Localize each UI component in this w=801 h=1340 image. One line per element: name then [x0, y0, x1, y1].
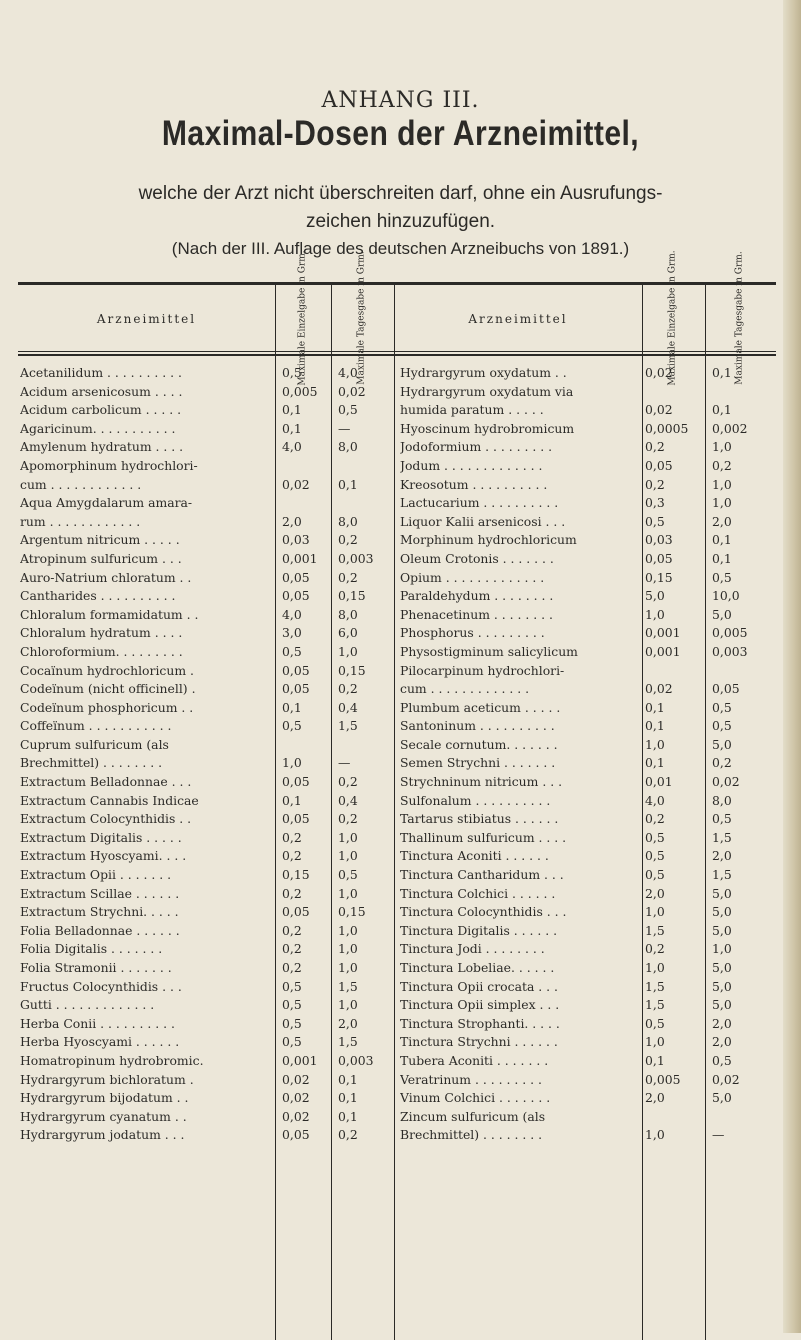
single-dose-right: 1,5: [645, 978, 665, 994]
single-dose-right: 0,5: [645, 867, 665, 883]
drug-name-right: Secale cornutum. . . . . . .: [400, 736, 558, 752]
daily-dose-left: 6,0: [338, 625, 358, 641]
single-dose-left: 0,05: [282, 569, 310, 585]
drug-name-right: Tartarus stibiatus . . . . . .: [400, 811, 559, 827]
daily-dose-left: 0,02: [338, 383, 366, 399]
single-dose-right: 1,5: [645, 997, 665, 1013]
single-dose-right: 1,0: [645, 960, 665, 975]
table-row: [0, 420, 801, 439]
header-rule-upper: [18, 351, 776, 352]
drug-name-left: Chloralum formamidatum . .: [20, 606, 199, 622]
single-dose-left: 0,05: [282, 774, 310, 790]
single-dose-left: 0,05: [282, 588, 310, 604]
single-dose-left: 0,1: [282, 402, 302, 418]
daily-dose-left: 0,5: [338, 867, 358, 883]
page-title: Maximal-Dosen der Arzneimittel,: [161, 114, 640, 153]
single-dose-left: 0,02: [282, 1071, 310, 1087]
daily-dose-left: 4,0: [338, 365, 358, 380]
daily-dose-left: 1,5: [338, 978, 358, 994]
drug-name-right: Hydrargyrum oxydatum . .: [400, 365, 567, 380]
daily-dose-left: —: [338, 755, 351, 771]
drug-name-right: Tinctura Colocynthidis . . .: [400, 904, 567, 920]
drug-name-left: Folia Belladonnae . . . . . .: [20, 922, 180, 938]
table-row: [0, 606, 801, 625]
table-row: [0, 680, 801, 699]
daily-dose-right: 2,0: [712, 1034, 732, 1050]
single-dose-right: 0,03: [645, 532, 673, 548]
daily-dose-right: 0,05: [712, 681, 740, 697]
single-dose-right: 0,5: [645, 848, 665, 864]
daily-dose-left: 1,0: [338, 848, 358, 864]
single-dose-right: 0,005: [645, 1071, 681, 1087]
single-dose-left: 0,1: [282, 792, 302, 808]
daily-dose-right: 1,0: [712, 495, 732, 511]
drug-name-left: Hydrargyrum jodatum . . .: [20, 1127, 185, 1143]
daily-dose-right: 0,5: [712, 1052, 732, 1068]
drug-name-right: Jodoformium . . . . . . . . .: [400, 439, 553, 455]
source-note: (Nach der III. Auflage des deutschen Arzneibuchs von 1891.): [171, 239, 630, 258]
single-dose-right: 1,0: [645, 1127, 665, 1143]
single-dose-left: 0,2: [282, 848, 302, 864]
table-row: [0, 736, 801, 755]
daily-dose-right: 0,1: [712, 532, 732, 548]
daily-dose-left: 1,5: [338, 718, 358, 734]
drug-name-right: Strychninum nitricum . . .: [400, 774, 563, 790]
table-row: [0, 1126, 801, 1145]
single-dose-right: 0,02: [645, 402, 673, 418]
daily-dose-right: 0,002: [712, 420, 748, 436]
table-row: [0, 866, 801, 885]
single-dose-left: 0,1: [282, 420, 302, 436]
drug-name-left: Cantharides . . . . . . . . . .: [20, 588, 176, 604]
drug-name-left: rum . . . . . . . . . . . .: [20, 513, 141, 529]
drug-name-right: Veratrinum . . . . . . . . .: [400, 1071, 542, 1087]
single-dose-right: 0,1: [645, 718, 665, 734]
drug-name-right: Brechmittel) . . . . . . . .: [400, 1127, 543, 1143]
drug-name-right: Tubera Aconiti . . . . . . .: [400, 1052, 549, 1068]
single-dose-left: 0,2: [282, 960, 302, 975]
single-dose-right: 0,5: [645, 1015, 665, 1031]
drug-name-left: Extractum Opii . . . . . . .: [20, 867, 172, 883]
table-row: [0, 847, 801, 866]
single-dose-right: 0,1: [645, 699, 665, 715]
drug-name-right: Tinctura Opii simplex . . .: [400, 997, 560, 1013]
daily-dose-left: 0,2: [338, 569, 358, 585]
drug-name-left: Herba Hyoscyami . . . . . .: [20, 1034, 180, 1050]
single-dose-right: 1,0: [645, 736, 665, 752]
drug-name-right: Sulfonalum . . . . . . . . . .: [400, 792, 551, 808]
single-dose-right: 1,5: [645, 922, 665, 938]
daily-dose-left: 0,1: [338, 1108, 358, 1124]
single-dose-left: 0,5: [282, 1015, 302, 1031]
daily-dose-right: 5,0: [712, 997, 732, 1013]
drug-name-left: Apomorphinum hydrochlori-: [20, 457, 198, 473]
daily-dose-left: 1,0: [338, 829, 358, 845]
daily-dose-right: 0,5: [712, 811, 732, 827]
daily-dose-right: 0,02: [712, 774, 740, 790]
single-dose-left: 1,0: [282, 755, 302, 771]
daily-dose-right: 0,2: [712, 457, 732, 473]
table-row: [0, 383, 801, 402]
table-row: [0, 1015, 801, 1034]
drug-name-left: Extractum Digitalis . . . . .: [20, 829, 182, 845]
table-row: [0, 959, 801, 978]
single-dose-left: 3,0: [282, 625, 302, 641]
table-top-rule: [18, 282, 776, 285]
single-dose-right: 0,5: [645, 513, 665, 529]
drug-name-left: Argentum nitricum . . . . .: [20, 532, 180, 548]
single-dose-right: 1,0: [645, 904, 665, 920]
table-row: [0, 1089, 801, 1108]
daily-dose-right: 0,2: [712, 755, 732, 771]
table-row: [0, 754, 801, 773]
drug-name-right: Liquor Kalii arsenicosi . . .: [400, 513, 566, 529]
drug-name-left: Extractum Cannabis Indicae: [20, 792, 199, 808]
drug-name-right: Tinctura Jodi . . . . . . . .: [400, 941, 545, 957]
daily-dose-left: 0,2: [338, 1127, 358, 1143]
daily-dose-right: 0,5: [712, 569, 732, 585]
drug-name-right: Pilocarpinum hydrochlori-: [400, 662, 565, 678]
drug-name-right: Tinctura Colchici . . . . . .: [400, 885, 556, 901]
daily-dose-right: 0,02: [712, 1071, 740, 1087]
drug-name-left: Atropinum sulfuricum . . .: [20, 550, 182, 566]
drug-name-left: Cocaïnum hydrochloricum .: [20, 662, 194, 678]
table-row: [0, 624, 801, 643]
drug-name-left: Extractum Hyoscyami. . . .: [20, 848, 187, 864]
drug-name-right: Plumbum aceticum . . . . .: [400, 699, 561, 715]
table-row: [0, 717, 801, 736]
single-dose-right: 0,15: [645, 569, 673, 585]
drug-name-left: Hydrargyrum bichloratum .: [20, 1071, 194, 1087]
daily-dose-right: 0,1: [712, 365, 732, 380]
drug-name-right: Tinctura Strychni . . . . . .: [400, 1034, 558, 1050]
table-row: [0, 829, 801, 848]
single-dose-right: 0,02: [645, 365, 673, 380]
drug-name-right: Jodum . . . . . . . . . . . . .: [400, 457, 543, 473]
table-row: [0, 662, 801, 681]
daily-dose-left: 1,0: [338, 885, 358, 901]
daily-dose-left: 1,0: [338, 997, 358, 1013]
daily-dose-right: 1,0: [712, 941, 732, 957]
daily-dose-right: 2,0: [712, 1015, 732, 1031]
table-row: [0, 513, 801, 532]
single-dose-right: 0,05: [645, 457, 673, 473]
daily-dose-right: 10,0: [712, 588, 740, 604]
drug-name-left: Codeïnum phosphoricum . .: [20, 699, 194, 715]
drug-name-left: Hydrargyrum cyanatum . .: [20, 1108, 187, 1124]
single-dose-right: 0,02: [645, 681, 673, 697]
single-dose-left: 0,2: [282, 829, 302, 845]
single-dose-right: 5,0: [645, 588, 665, 604]
drug-name-right: Physostigminum salicylicum: [400, 643, 578, 659]
single-dose-left: 0,2: [282, 885, 302, 901]
drug-name-left: Amylenum hydratum . . . .: [20, 439, 184, 455]
drug-name-left: Acidum carbolicum . . . . .: [20, 402, 182, 418]
single-dose-right: 0,1: [645, 755, 665, 771]
column-header-single-dose: Maximale Einzelgabe in Grm.: [297, 250, 308, 386]
daily-dose-right: 5,0: [712, 1090, 732, 1106]
daily-dose-left: 8,0: [338, 513, 358, 529]
daily-dose-left: 0,2: [338, 774, 358, 790]
table-row: [0, 494, 801, 513]
drug-name-right: Thallinum sulfuricum . . . .: [400, 829, 567, 845]
daily-dose-left: 1,0: [338, 960, 358, 975]
single-dose-left: 0,05: [282, 811, 310, 827]
drug-name-left: Acetanilidum . . . . . . . . . .: [20, 365, 182, 380]
drug-name-right: Tinctura Cantharidum . . .: [400, 867, 564, 883]
table-row: [0, 569, 801, 588]
daily-dose-left: 0,4: [338, 792, 358, 808]
daily-dose-left: 0,1: [338, 1090, 358, 1106]
table-row: [0, 364, 801, 383]
subtitle-line-2: zeichen hinzuzufügen.: [305, 211, 496, 232]
drug-name-left: Extractum Scillae . . . . . .: [20, 885, 180, 901]
single-dose-left: 0,02: [282, 1108, 310, 1124]
daily-dose-right: 5,0: [712, 885, 732, 901]
table-row: [0, 773, 801, 792]
daily-dose-left: 0,1: [338, 476, 358, 492]
drug-name-left: Folia Digitalis . . . . . . .: [20, 941, 163, 957]
drug-name-left: Extractum Strychni. . . . .: [20, 904, 179, 920]
daily-dose-right: 2,0: [712, 513, 732, 529]
daily-dose-right: 1,0: [712, 476, 732, 492]
daily-dose-left: 0,2: [338, 532, 358, 548]
daily-dose-left: 0,003: [338, 1052, 374, 1068]
single-dose-right: 1,0: [645, 1034, 665, 1050]
daily-dose-left: 1,0: [338, 922, 358, 938]
single-dose-right: 0,01: [645, 774, 673, 790]
table-row: [0, 457, 801, 476]
daily-dose-right: 5,0: [712, 606, 732, 622]
single-dose-right: 0,2: [645, 439, 665, 455]
table-row: [0, 1071, 801, 1090]
single-dose-left: 0,05: [282, 662, 310, 678]
table-row: [0, 792, 801, 811]
single-dose-left: 2,0: [282, 513, 302, 529]
single-dose-left: 0,1: [282, 699, 302, 715]
drug-name-left: Folia Stramonii . . . . . . .: [20, 960, 172, 975]
single-dose-left: 0,5: [282, 978, 302, 994]
drug-name-right: Vinum Colchici . . . . . . .: [400, 1090, 551, 1106]
daily-dose-left: —: [338, 420, 351, 436]
single-dose-left: 0,05: [282, 681, 310, 697]
single-dose-left: 0,005: [282, 383, 318, 399]
daily-dose-left: 0,15: [338, 904, 366, 920]
column-header-single-dose: Maximale Einzelgabe in Grm.: [667, 250, 678, 386]
single-dose-left: 0,001: [282, 1052, 318, 1068]
single-dose-left: 0,05: [282, 904, 310, 920]
daily-dose-right: 0,003: [712, 643, 748, 659]
single-dose-left: 0,02: [282, 476, 310, 492]
single-dose-right: 1,0: [645, 606, 665, 622]
drug-name-left: Homatropinum hydrobromic.: [20, 1052, 204, 1068]
daily-dose-left: 8,0: [338, 606, 358, 622]
drug-name-right: Santoninum . . . . . . . . . .: [400, 718, 555, 734]
daily-dose-left: 8,0: [338, 439, 358, 455]
drug-name-right: Hyoscinum hydrobromicum: [400, 420, 575, 436]
single-dose-left: 0,5: [282, 643, 302, 659]
drug-name-left: Codeïnum (nicht officinell) .: [20, 681, 196, 697]
drug-name-left: Auro-Natrium chloratum . .: [20, 569, 192, 585]
table-row: [0, 885, 801, 904]
drug-name-left: Agaricinum. . . . . . . . . . .: [20, 420, 176, 436]
column-header-name: Arzneimittel: [468, 312, 568, 326]
drug-name-right: Tinctura Lobeliae. . . . . .: [400, 960, 555, 975]
single-dose-right: 0,5: [645, 829, 665, 845]
drug-name-left: Brechmittel) . . . . . . . .: [20, 755, 163, 771]
table-row: [0, 699, 801, 718]
drug-name-right: Kreosotum . . . . . . . . . .: [400, 476, 548, 492]
daily-dose-right: 5,0: [712, 736, 732, 752]
table-row: [0, 1033, 801, 1052]
daily-dose-right: 0,1: [712, 550, 732, 566]
single-dose-right: 0,3: [645, 495, 665, 511]
daily-dose-left: 0,003: [338, 550, 374, 566]
single-dose-left: 0,5: [282, 718, 302, 734]
single-dose-right: 0,001: [645, 625, 681, 641]
daily-dose-right: 5,0: [712, 978, 732, 994]
drug-name-left: cum . . . . . . . . . . . .: [20, 476, 142, 492]
table-row: [0, 550, 801, 569]
single-dose-left: 0,2: [282, 941, 302, 957]
single-dose-left: 0,03: [282, 532, 310, 548]
drug-name-right: Paraldehydum . . . . . . . .: [400, 588, 554, 604]
single-dose-right: 0,2: [645, 476, 665, 492]
drug-name-left: Fructus Colocynthidis . . .: [20, 978, 182, 994]
daily-dose-right: 1,5: [712, 829, 732, 845]
drug-name-right: Phosphorus . . . . . . . . .: [400, 625, 545, 641]
drug-name-right: Tinctura Opii crocata . . .: [400, 978, 558, 994]
daily-dose-right: 5,0: [712, 922, 732, 938]
daily-dose-left: 1,5: [338, 1034, 358, 1050]
subtitle-line-1: welche der Arzt nicht überschreiten darf, ohne ein Ausrufungs-: [138, 183, 663, 204]
daily-dose-right: 2,0: [712, 848, 732, 864]
table-row: [0, 401, 801, 420]
drug-name-right: cum . . . . . . . . . . . . .: [400, 681, 530, 697]
drug-name-right: Tinctura Strophanti. . . . .: [400, 1015, 560, 1031]
column-header-daily-dose: Maximale Tagesgabe in Grm.: [356, 251, 367, 385]
daily-dose-right: 5,0: [712, 960, 732, 975]
daily-dose-left: 1,0: [338, 643, 358, 659]
table-body: [0, 364, 801, 1145]
drug-name-left: Hydrargyrum bijodatum . .: [20, 1090, 189, 1106]
table-row: [0, 1052, 801, 1071]
daily-dose-left: 0,1: [338, 1071, 358, 1087]
single-dose-right: 2,0: [645, 1090, 665, 1106]
single-dose-left: 0,5: [282, 365, 302, 380]
daily-dose-left: 0,5: [338, 402, 358, 418]
single-dose-left: 0,02: [282, 1090, 310, 1106]
daily-dose-right: 0,5: [712, 718, 732, 734]
daily-dose-right: 8,0: [712, 792, 732, 808]
daily-dose-right: 5,0: [712, 904, 732, 920]
table-row: [0, 438, 801, 457]
single-dose-left: 0,5: [282, 997, 302, 1013]
daily-dose-right: 0,005: [712, 625, 748, 641]
drug-name-right: Zincum sulfuricum (als: [400, 1108, 546, 1124]
drug-name-right: Lactucarium . . . . . . . . . .: [400, 495, 559, 511]
daily-dose-right: 1,0: [712, 439, 732, 455]
table-row: [0, 903, 801, 922]
drug-name-left: Extractum Colocynthidis . .: [20, 811, 192, 827]
drug-name-right: Opium . . . . . . . . . . . . .: [400, 569, 545, 585]
single-dose-left: 0,05: [282, 1127, 310, 1143]
daily-dose-left: 0,15: [338, 662, 366, 678]
table-row: [0, 810, 801, 829]
drug-name-right: Semen Strychni . . . . . . .: [400, 755, 556, 771]
daily-dose-right: 0,1: [712, 402, 732, 418]
single-dose-left: 0,15: [282, 867, 310, 883]
single-dose-right: 0,1: [645, 1052, 665, 1068]
drug-name-right: Morphinum hydrochloricum: [400, 532, 577, 548]
drug-name-right: Tinctura Digitalis . . . . . .: [400, 922, 558, 938]
drug-name-left: Chloroformium. . . . . . . . .: [20, 643, 183, 659]
daily-dose-right: —: [712, 1127, 725, 1143]
drug-name-left: Herba Conii . . . . . . . . . .: [20, 1015, 175, 1031]
drug-name-right: Phenacetinum . . . . . . . .: [400, 606, 553, 622]
single-dose-right: 0,05: [645, 550, 673, 566]
table-row: [0, 940, 801, 959]
table-row: [0, 587, 801, 606]
single-dose-left: 4,0: [282, 439, 302, 455]
drug-name-left: Aqua Amygdalarum amara-: [20, 495, 193, 511]
single-dose-left: 4,0: [282, 606, 302, 622]
column-header-name: Arzneimittel: [96, 312, 197, 326]
single-dose-right: 4,0: [645, 792, 665, 808]
single-dose-left: 0,5: [282, 1034, 302, 1050]
single-dose-right: 0,2: [645, 941, 665, 957]
daily-dose-left: 0,4: [338, 699, 358, 715]
drug-name-left: Chloralum hydratum . . . .: [20, 625, 183, 641]
table-row: [0, 1108, 801, 1127]
drug-name-left: Extractum Belladonnae . . .: [20, 774, 192, 790]
table-row: [0, 996, 801, 1015]
single-dose-right: 0,0005: [645, 420, 689, 436]
daily-dose-left: 1,0: [338, 941, 358, 957]
table-row: [0, 476, 801, 495]
table-row: [0, 922, 801, 941]
daily-dose-right: 1,5: [712, 867, 732, 883]
table-row: [0, 643, 801, 662]
single-dose-right: 0,2: [645, 811, 665, 827]
drug-name-right: humida paratum . . . . .: [400, 402, 544, 418]
drug-name-left: Coffeïnum . . . . . . . . . . .: [20, 718, 172, 734]
drug-name-left: Acidum arsenicosum . . . .: [20, 383, 183, 399]
header-rule-lower: [18, 354, 776, 356]
single-dose-right: 2,0: [645, 885, 665, 901]
drug-name-right: Tinctura Aconiti . . . . . .: [400, 848, 549, 864]
daily-dose-left: 0,2: [338, 681, 358, 697]
daily-dose-left: 0,2: [338, 811, 358, 827]
single-dose-right: 0,001: [645, 643, 681, 659]
appendix-label: ANHANG III.: [321, 88, 480, 113]
daily-dose-left: 2,0: [338, 1015, 358, 1031]
single-dose-left: 0,001: [282, 550, 318, 566]
drug-name-left: Gutti . . . . . . . . . . . . .: [20, 997, 155, 1013]
single-dose-left: 0,2: [282, 922, 302, 938]
drug-name-right: Oleum Crotonis . . . . . . .: [400, 550, 554, 566]
daily-dose-right: 0,5: [712, 699, 732, 715]
column-header-daily-dose: Maximale Tagesgabe in Grm.: [734, 251, 745, 385]
drug-name-right: Hydrargyrum oxydatum via: [400, 383, 574, 399]
daily-dose-left: 0,15: [338, 588, 366, 604]
table-row: [0, 978, 801, 997]
drug-name-left: Cuprum sulfuricum (als: [20, 736, 169, 752]
table-row: [0, 531, 801, 550]
